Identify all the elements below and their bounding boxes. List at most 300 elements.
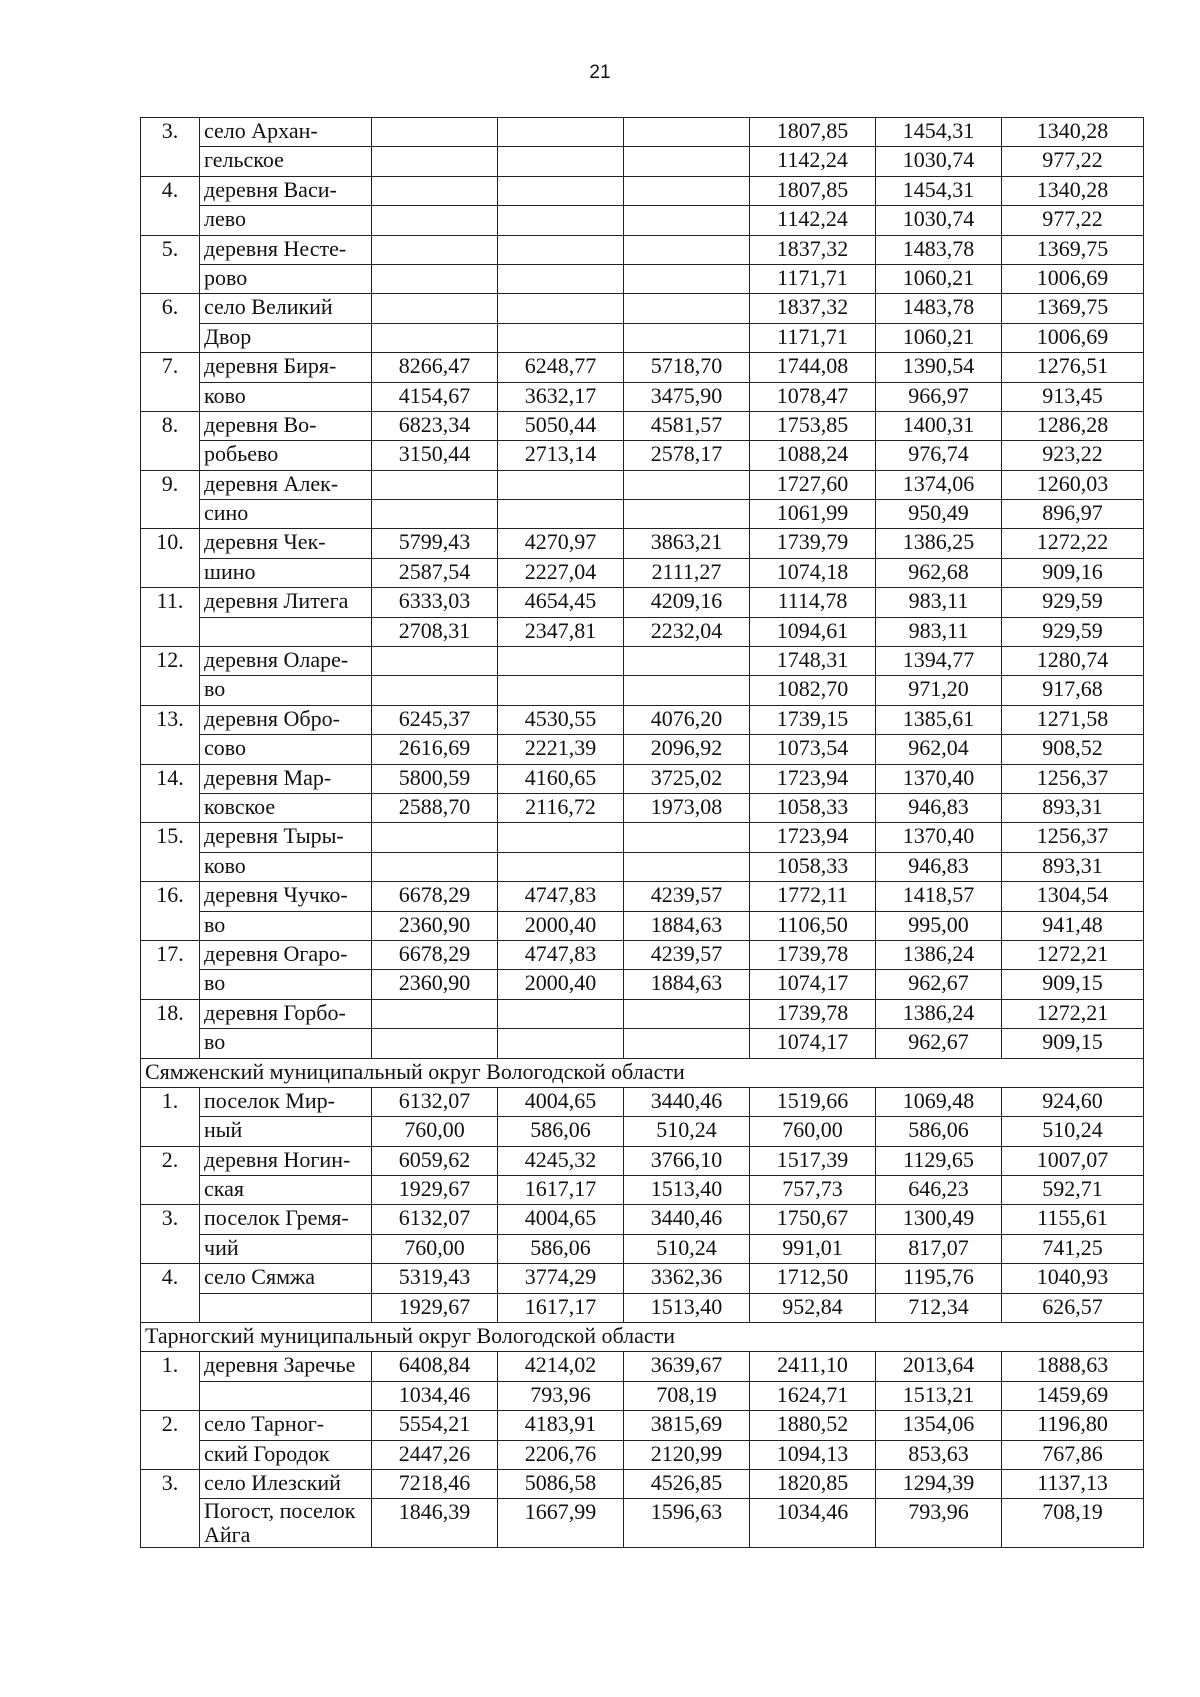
- table-row: [141, 1087, 1144, 1116]
- row-number: 3.: [141, 1469, 200, 1547]
- value-cell: 1137,13: [1002, 1469, 1144, 1498]
- settlement-name: [200, 1293, 372, 1322]
- settlement-name: сино: [200, 500, 372, 529]
- value-cell: 3632,17: [498, 382, 624, 411]
- value-cell: 793,96: [876, 1499, 1002, 1548]
- settlement-name: село Илезский: [200, 1469, 372, 1498]
- value-cell: 1058,33: [750, 793, 876, 822]
- value-cell: 3150,44: [372, 441, 498, 470]
- settlement-name: деревня Заречье: [200, 1352, 372, 1381]
- value-cell: 1094,61: [750, 617, 876, 646]
- table-row: [141, 705, 1144, 734]
- value-cell: 760,00: [750, 1117, 876, 1146]
- row-number: 6.: [141, 294, 200, 353]
- value-cell: [498, 118, 624, 147]
- value-cell: 586,06: [498, 1117, 624, 1146]
- settlement-name: деревня Биря-: [200, 353, 372, 382]
- value-cell: 586,06: [876, 1117, 1002, 1146]
- value-cell: 2000,40: [498, 911, 624, 940]
- value-cell: 1753,85: [750, 411, 876, 440]
- value-cell: 3766,10: [624, 1146, 750, 1175]
- value-cell: 2616,69: [372, 735, 498, 764]
- value-cell: [498, 294, 624, 323]
- table-row: [141, 1029, 1144, 1058]
- value-cell: [624, 647, 750, 676]
- value-cell: [498, 235, 624, 264]
- value-cell: 2000,40: [498, 970, 624, 999]
- value-cell: 977,22: [1002, 206, 1144, 235]
- value-cell: 1114,78: [750, 588, 876, 617]
- settlement-name: поселок Мир-: [200, 1087, 372, 1116]
- value-cell: 1888,63: [1002, 1352, 1144, 1381]
- value-cell: 1929,67: [372, 1293, 498, 1322]
- value-cell: [624, 206, 750, 235]
- row-number: 13.: [141, 705, 200, 764]
- value-cell: 1271,58: [1002, 705, 1144, 734]
- row-number: 2.: [141, 1411, 200, 1470]
- value-cell: 1034,46: [750, 1499, 876, 1548]
- value-cell: 2120,99: [624, 1440, 750, 1469]
- value-cell: 962,04: [876, 735, 1002, 764]
- value-cell: 1074,17: [750, 970, 876, 999]
- value-cell: 1884,63: [624, 911, 750, 940]
- value-cell: 1454,31: [876, 176, 1002, 205]
- value-cell: [624, 294, 750, 323]
- value-cell: 1973,08: [624, 793, 750, 822]
- settlement-name: сово: [200, 735, 372, 764]
- value-cell: 1617,17: [498, 1176, 624, 1205]
- settlement-name: деревня Мар-: [200, 764, 372, 793]
- value-cell: 913,45: [1002, 382, 1144, 411]
- value-cell: 1129,65: [876, 1146, 1002, 1175]
- row-number: 12.: [141, 647, 200, 706]
- table-row: [141, 411, 1144, 440]
- table-row: [141, 323, 1144, 352]
- settlement-name: чий: [200, 1234, 372, 1263]
- value-cell: 1286,28: [1002, 411, 1144, 440]
- value-cell: 1294,39: [876, 1469, 1002, 1498]
- value-cell: 4747,83: [498, 882, 624, 911]
- settlement-name: [200, 617, 372, 646]
- value-cell: 1082,70: [750, 676, 876, 705]
- table-row: [141, 1117, 1144, 1146]
- value-cell: 1078,47: [750, 382, 876, 411]
- settlement-name: Погост, поселок Айга: [200, 1499, 372, 1548]
- table-row: [141, 882, 1144, 911]
- value-cell: 1006,69: [1002, 264, 1144, 293]
- value-cell: 1723,94: [750, 764, 876, 793]
- value-cell: 1060,21: [876, 323, 1002, 352]
- value-cell: 1260,03: [1002, 470, 1144, 499]
- value-cell: 1837,32: [750, 235, 876, 264]
- value-cell: [372, 647, 498, 676]
- row-number: 9.: [141, 470, 200, 529]
- value-cell: 2116,72: [498, 793, 624, 822]
- value-cell: 1884,63: [624, 970, 750, 999]
- settlement-name: деревня Ногин-: [200, 1146, 372, 1175]
- settlement-name: деревня Обро-: [200, 705, 372, 734]
- table-row: [141, 382, 1144, 411]
- value-cell: 4214,02: [498, 1352, 624, 1381]
- value-cell: 586,06: [498, 1234, 624, 1263]
- value-cell: 646,23: [876, 1176, 1002, 1205]
- table-row: [141, 999, 1144, 1028]
- value-cell: 4004,65: [498, 1205, 624, 1234]
- table-row: [141, 647, 1144, 676]
- value-cell: 929,59: [1002, 617, 1144, 646]
- value-cell: 760,00: [372, 1117, 498, 1146]
- settlement-name: ково: [200, 382, 372, 411]
- value-cell: 917,68: [1002, 676, 1144, 705]
- value-cell: 946,83: [876, 793, 1002, 822]
- value-cell: 712,34: [876, 1293, 1002, 1322]
- value-cell: 896,97: [1002, 500, 1144, 529]
- value-cell: 2347,81: [498, 617, 624, 646]
- settlement-name: ский Городок: [200, 1440, 372, 1469]
- value-cell: 757,73: [750, 1176, 876, 1205]
- value-cell: [624, 118, 750, 147]
- value-cell: 1739,79: [750, 529, 876, 558]
- value-cell: [624, 470, 750, 499]
- value-cell: 2713,14: [498, 441, 624, 470]
- value-cell: [372, 264, 498, 293]
- table-row: [141, 1176, 1144, 1205]
- value-cell: 1390,54: [876, 353, 1002, 382]
- value-cell: 950,49: [876, 500, 1002, 529]
- value-cell: 7218,46: [372, 1469, 498, 1498]
- value-cell: [624, 1029, 750, 1058]
- value-cell: 1820,85: [750, 1469, 876, 1498]
- value-cell: 1074,17: [750, 1029, 876, 1058]
- value-cell: 2096,92: [624, 735, 750, 764]
- value-cell: 1369,75: [1002, 235, 1144, 264]
- settlement-name: деревня Чек-: [200, 529, 372, 558]
- value-cell: [498, 500, 624, 529]
- value-cell: 4004,65: [498, 1087, 624, 1116]
- table-row: [141, 206, 1144, 235]
- value-cell: 1088,24: [750, 441, 876, 470]
- table-row: [141, 529, 1144, 558]
- section-title: Тарногский муниципальный округ Вологодской области: [141, 1323, 1144, 1352]
- value-cell: 6248,77: [498, 353, 624, 382]
- value-cell: 991,01: [750, 1234, 876, 1263]
- page-number: 21: [589, 62, 611, 83]
- settlement-name: во: [200, 911, 372, 940]
- value-cell: 1513,40: [624, 1293, 750, 1322]
- table-row: [141, 940, 1144, 969]
- value-cell: 929,59: [1002, 588, 1144, 617]
- row-number: 7.: [141, 353, 200, 412]
- settlement-name: деревня Васи-: [200, 176, 372, 205]
- value-cell: [498, 264, 624, 293]
- row-number: 1.: [141, 1087, 200, 1146]
- value-cell: 2206,76: [498, 1440, 624, 1469]
- value-cell: 1772,11: [750, 882, 876, 911]
- value-cell: 952,84: [750, 1293, 876, 1322]
- table-row: [141, 852, 1144, 881]
- settlement-name: лево: [200, 206, 372, 235]
- value-cell: 741,25: [1002, 1234, 1144, 1263]
- settlement-name: робьево: [200, 441, 372, 470]
- table-row: [141, 118, 1144, 147]
- value-cell: 5800,59: [372, 764, 498, 793]
- value-cell: 1727,60: [750, 470, 876, 499]
- value-cell: 909,16: [1002, 558, 1144, 587]
- settlement-name: село Сямжа: [200, 1264, 372, 1293]
- value-cell: 4239,57: [624, 940, 750, 969]
- value-cell: 1061,99: [750, 500, 876, 529]
- value-cell: 4183,91: [498, 1411, 624, 1440]
- value-cell: 1370,40: [876, 823, 1002, 852]
- table-row: [141, 1381, 1144, 1410]
- table-row: [141, 676, 1144, 705]
- table-row: [141, 264, 1144, 293]
- value-cell: 5718,70: [624, 353, 750, 382]
- row-number: 17.: [141, 940, 200, 999]
- value-cell: 1040,93: [1002, 1264, 1144, 1293]
- section-title: Сямженский муниципальный округ Вологодской области: [141, 1058, 1144, 1087]
- value-cell: 908,52: [1002, 735, 1144, 764]
- settlement-name: ковское: [200, 793, 372, 822]
- row-number: 3.: [141, 118, 200, 177]
- value-cell: 923,22: [1002, 441, 1144, 470]
- table-row: [141, 1205, 1144, 1234]
- value-cell: 2708,31: [372, 617, 498, 646]
- value-cell: 1712,50: [750, 1264, 876, 1293]
- value-cell: 1929,67: [372, 1176, 498, 1205]
- settlement-name: поселок Гремя-: [200, 1205, 372, 1234]
- value-cell: 4270,97: [498, 529, 624, 558]
- value-cell: [372, 999, 498, 1028]
- value-cell: 1369,75: [1002, 294, 1144, 323]
- value-cell: 1807,85: [750, 176, 876, 205]
- value-cell: 1374,06: [876, 470, 1002, 499]
- table-row: [141, 1411, 1144, 1440]
- value-cell: 1624,71: [750, 1381, 876, 1410]
- settlement-name: деревня Чучко-: [200, 882, 372, 911]
- value-cell: [372, 470, 498, 499]
- table-row: [141, 176, 1144, 205]
- value-cell: [372, 1029, 498, 1058]
- value-cell: 1744,08: [750, 353, 876, 382]
- row-number: 8.: [141, 411, 200, 470]
- value-cell: 3440,46: [624, 1087, 750, 1116]
- settlement-name: гельское: [200, 147, 372, 176]
- value-cell: 2587,54: [372, 558, 498, 587]
- row-number: 4.: [141, 176, 200, 235]
- value-cell: 1340,28: [1002, 176, 1144, 205]
- value-cell: 3725,02: [624, 764, 750, 793]
- table-row: [141, 500, 1144, 529]
- value-cell: [498, 147, 624, 176]
- settlement-name: ный: [200, 1117, 372, 1146]
- table-row: [141, 1146, 1144, 1175]
- value-cell: [624, 999, 750, 1028]
- value-cell: 4209,16: [624, 588, 750, 617]
- value-cell: 2578,17: [624, 441, 750, 470]
- value-cell: 4245,32: [498, 1146, 624, 1175]
- row-number: 2.: [141, 1146, 200, 1205]
- value-cell: 4160,65: [498, 764, 624, 793]
- row-number: 18.: [141, 999, 200, 1058]
- value-cell: 6132,07: [372, 1087, 498, 1116]
- value-cell: 1272,21: [1002, 999, 1144, 1028]
- table-row: [141, 970, 1144, 999]
- value-cell: [498, 176, 624, 205]
- value-cell: 6408,84: [372, 1352, 498, 1381]
- value-cell: 5554,21: [372, 1411, 498, 1440]
- settlement-name: село Архан-: [200, 118, 372, 147]
- value-cell: 1142,24: [750, 147, 876, 176]
- table-row: [141, 441, 1144, 470]
- table-row: [141, 147, 1144, 176]
- table-row: [141, 1440, 1144, 1469]
- value-cell: 3774,29: [498, 1264, 624, 1293]
- table-row: [141, 1469, 1144, 1498]
- value-cell: 3815,69: [624, 1411, 750, 1440]
- value-cell: 4076,20: [624, 705, 750, 734]
- value-cell: 2221,39: [498, 735, 624, 764]
- settlement-name: деревня Горбо-: [200, 999, 372, 1028]
- value-cell: [624, 852, 750, 881]
- settlement-name: ково: [200, 852, 372, 881]
- value-cell: 977,22: [1002, 147, 1144, 176]
- value-cell: 983,11: [876, 588, 1002, 617]
- value-cell: 853,63: [876, 1440, 1002, 1469]
- value-cell: 1300,49: [876, 1205, 1002, 1234]
- value-cell: 1060,21: [876, 264, 1002, 293]
- value-cell: 1418,57: [876, 882, 1002, 911]
- value-cell: 1517,39: [750, 1146, 876, 1175]
- value-cell: [498, 206, 624, 235]
- value-cell: 1513,40: [624, 1176, 750, 1205]
- settlement-name: деревня Оларе-: [200, 647, 372, 676]
- value-cell: 941,48: [1002, 911, 1144, 940]
- value-cell: 6678,29: [372, 940, 498, 969]
- table-row: [141, 558, 1144, 587]
- value-cell: 966,97: [876, 382, 1002, 411]
- value-cell: 2232,04: [624, 617, 750, 646]
- row-number: 14.: [141, 764, 200, 823]
- value-cell: 1280,74: [1002, 647, 1144, 676]
- value-cell: 592,71: [1002, 1176, 1144, 1205]
- value-cell: 909,15: [1002, 1029, 1144, 1058]
- value-cell: 6132,07: [372, 1205, 498, 1234]
- value-cell: 2111,27: [624, 558, 750, 587]
- value-cell: 1723,94: [750, 823, 876, 852]
- value-cell: 1807,85: [750, 118, 876, 147]
- value-cell: [372, 235, 498, 264]
- value-cell: 1483,78: [876, 235, 1002, 264]
- value-cell: [498, 647, 624, 676]
- value-cell: [624, 323, 750, 352]
- value-cell: 3475,90: [624, 382, 750, 411]
- value-cell: 1256,37: [1002, 823, 1144, 852]
- value-cell: [498, 1029, 624, 1058]
- table-row: [141, 588, 1144, 617]
- settlement-name: рово: [200, 264, 372, 293]
- value-cell: 2411,10: [750, 1352, 876, 1381]
- value-cell: 962,67: [876, 970, 1002, 999]
- value-cell: 1171,71: [750, 264, 876, 293]
- value-cell: 1272,21: [1002, 940, 1144, 969]
- value-cell: 2227,04: [498, 558, 624, 587]
- value-cell: 3440,46: [624, 1205, 750, 1234]
- settlement-name: деревня Литега: [200, 588, 372, 617]
- value-cell: [372, 823, 498, 852]
- value-cell: 1739,15: [750, 705, 876, 734]
- value-cell: 1617,17: [498, 1293, 624, 1322]
- value-cell: 1058,33: [750, 852, 876, 881]
- settlement-name: шино: [200, 558, 372, 587]
- value-cell: [624, 264, 750, 293]
- value-cell: 2360,90: [372, 970, 498, 999]
- value-cell: [498, 999, 624, 1028]
- value-cell: 2588,70: [372, 793, 498, 822]
- value-cell: [624, 823, 750, 852]
- value-cell: [372, 147, 498, 176]
- settlement-name: село Тарног-: [200, 1411, 372, 1440]
- value-cell: [372, 206, 498, 235]
- value-cell: 1030,74: [876, 147, 1002, 176]
- value-cell: [372, 500, 498, 529]
- value-cell: 6678,29: [372, 882, 498, 911]
- value-cell: [372, 323, 498, 352]
- value-cell: 1454,31: [876, 118, 1002, 147]
- table-row: [141, 1499, 1144, 1548]
- section-row: [141, 1323, 1144, 1352]
- value-cell: 4526,85: [624, 1469, 750, 1498]
- value-cell: [624, 176, 750, 205]
- row-number: 10.: [141, 529, 200, 588]
- value-cell: 1256,37: [1002, 764, 1144, 793]
- value-cell: 5799,43: [372, 529, 498, 558]
- value-cell: 1519,66: [750, 1087, 876, 1116]
- value-cell: 1739,78: [750, 999, 876, 1028]
- table-row: [141, 1293, 1144, 1322]
- value-cell: 767,86: [1002, 1440, 1144, 1469]
- value-cell: 708,19: [624, 1381, 750, 1410]
- value-cell: 983,11: [876, 617, 1002, 646]
- table-row: [141, 235, 1144, 264]
- table-row: [141, 911, 1144, 940]
- value-cell: 1155,61: [1002, 1205, 1144, 1234]
- value-cell: 1400,31: [876, 411, 1002, 440]
- value-cell: [372, 294, 498, 323]
- value-cell: 962,67: [876, 1029, 1002, 1058]
- table-row: [141, 1264, 1144, 1293]
- table-row: [141, 1234, 1144, 1263]
- value-cell: [498, 676, 624, 705]
- value-cell: [372, 118, 498, 147]
- value-cell: 1106,50: [750, 911, 876, 940]
- value-cell: 1196,80: [1002, 1411, 1144, 1440]
- table-row: [141, 735, 1144, 764]
- settlement-name: деревня Тыры-: [200, 823, 372, 852]
- table-row: [141, 353, 1144, 382]
- row-number: 15.: [141, 823, 200, 882]
- value-cell: [372, 176, 498, 205]
- value-cell: 8266,47: [372, 353, 498, 382]
- value-cell: 1007,07: [1002, 1146, 1144, 1175]
- value-cell: 1276,51: [1002, 353, 1144, 382]
- value-cell: 1513,21: [876, 1381, 1002, 1410]
- value-cell: 1596,63: [624, 1499, 750, 1548]
- value-cell: 1354,06: [876, 1411, 1002, 1440]
- value-cell: 976,74: [876, 441, 1002, 470]
- value-cell: 1846,39: [372, 1499, 498, 1548]
- value-cell: 510,24: [624, 1234, 750, 1263]
